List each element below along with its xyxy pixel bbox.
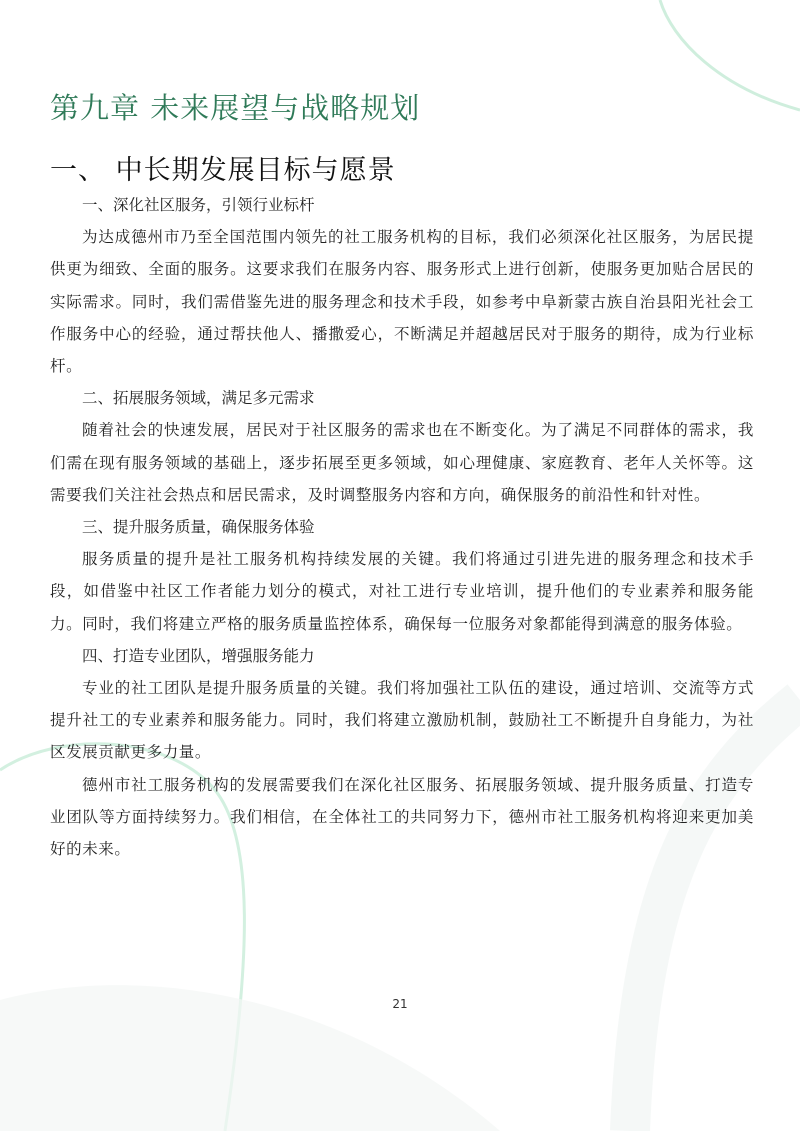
subheading-4: 四、打造专业团队，增强服务能力 — [82, 646, 315, 665]
paragraph-3: 服务质量的提升是社工服务机构持续发展的关键。我们将通过引进先进的服务理念和技术手段，如借鉴中社区工作者能力划分的模式，对社工进行专业培训，提升他们的专业素养和服务能力。同时，我们将建立严格的服务质量监控体系，确保每一位服务对象都能得到满意的服务体验。 — [50, 550, 754, 633]
paragraph-4: 专业的社工团队是提升服务质量的关键。我们将加强社工队伍的建设，通过培训、交流等方式提升社工的专业素养和服务能力。同时，我们将建立激励机制，鼓励社工不断提升自身能力，为社区发展贡献更多力量。 — [50, 679, 754, 762]
body-text — [50, 189, 754, 865]
subheading-3: 三、提升服务质量，确保服务体验 — [82, 518, 315, 537]
chapter-title: 第九章 未来展望与战略规划 — [50, 91, 421, 125]
conclusion-paragraph: 德州市社工服务机构的发展需要我们在深化社区服务、拓展服务领域、提升服务质量、打造专业团队等方面持续努力。我们相信，在全体社工的共同努力下，德州市社工服务机构将迎来更加美好的未来。 — [50, 775, 754, 859]
section-title: 一、 中长期发展目标与愿景 — [50, 155, 396, 186]
subheading-1: 一、深化社区服务，引领行业标杆 — [82, 196, 315, 214]
paragraph-2: 随着社会的快速发展，居民对于社区服务的需求也在不断变化。为了满足不同群体的需求，我们需在现有服务领域的基础上，逐步拓展至更多领域，如心理健康、家庭教育、老年人关怀等。这需要我们关注社会热点和居民需求，及时调整服务内容和方向，确保服务的前沿性和针对性。 — [50, 421, 754, 504]
paragraph-1: 为达成德州市乃至全国范围内领先的社工服务机构的目标，我们必须深化社区服务，为居民提供更为细致、全面的服务。这要求我们在服务内容、服务形式上进行创新，使服务更加贴合居民的实际需求。同时，我们需借鉴先进的服务理念和技术手段，如参考中阜新蒙古族自治县阳光社会工作服务中心的经验，通过帮扶他人、播撒爱心，不断满足并超越居民对于服务的期待，成为行业标杆。 — [50, 228, 754, 376]
page-number: 21 — [392, 997, 408, 1011]
subheading-2: 二、拓展服务领域，满足多元需求 — [82, 389, 315, 408]
